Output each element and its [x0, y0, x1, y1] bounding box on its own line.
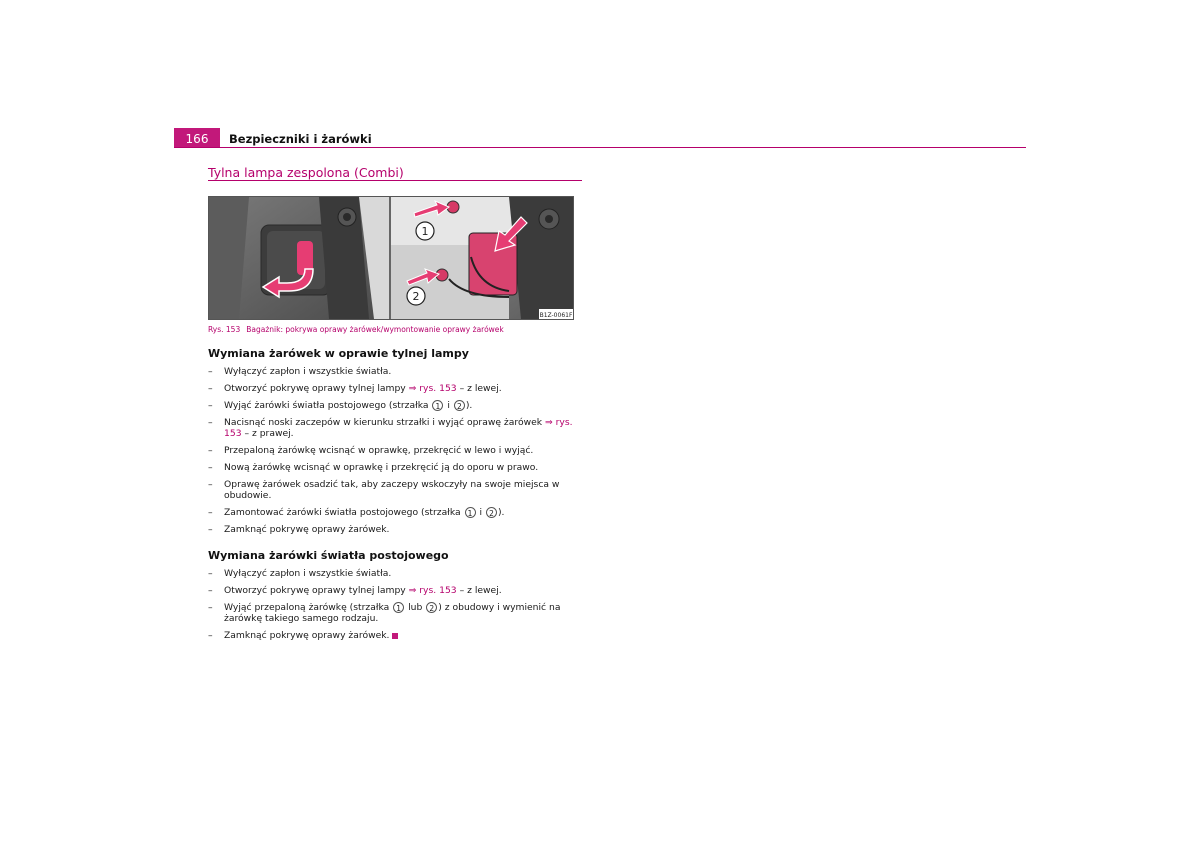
step-item: – Zamknąć pokrywę oprawy żarówek. [208, 524, 390, 535]
step-item: – Otworzyć pokrywę oprawy tylnej lampy ⇒ rys. 153 – z lewej. [208, 383, 502, 394]
circle-2-icon: 2 [454, 400, 465, 411]
circle-1-icon: 1 [432, 400, 443, 411]
chapter-title: Bezpieczniki i żarówki [229, 132, 372, 146]
caption-number: Rys. 153 [208, 325, 241, 334]
step-item: – Nową żarówkę wcisnąć w oprawkę i przekręcić ją do oporu w prawo. [208, 462, 539, 473]
caption-text: Bagażnik: pokrywa oprawy żarówek/wymontowanie oprawy żarówek [246, 325, 504, 334]
figure-svg [209, 197, 573, 319]
step-item: – Zamknąć pokrywę oprawy żarówek. [208, 630, 582, 641]
figure-reference-link[interactable]: ⇒ rys. 153 [408, 585, 457, 596]
steps-parking-bulb [208, 568, 582, 647]
circle-2-icon: 2 [486, 507, 497, 518]
step-item: – Oprawę żarówek osadzić tak, aby zaczepy wskoczyły na swoje miejsca w obudowie. [208, 479, 560, 501]
page-number: 166 [174, 128, 220, 148]
figure-reference-link[interactable]: ⇒ rys. 153 [408, 383, 457, 394]
figure-caption [208, 325, 504, 334]
marker-2-label: 2 [412, 290, 420, 303]
subheading-parking-bulb: Wymiana żarówki światła postojowego [208, 549, 449, 562]
left-panel [209, 197, 389, 319]
section-title: Tylna lampa zespolona (Combi) [208, 165, 404, 180]
marker-2-icon [407, 287, 425, 305]
subheading-rear-lamp: Wymiana żarówek w oprawie tylnej lampy [208, 347, 469, 360]
steps-rear-lamp [208, 366, 582, 541]
step-item: – Wyłączyć zapłon i wszystkie światła. [208, 366, 392, 377]
marker-1-label: 1 [421, 225, 429, 238]
step-item: – Przepaloną żarówkę wcisnąć w oprawkę, przekręcić w lewo i wyjąć. [208, 445, 534, 456]
section-rule [208, 180, 582, 181]
step-item: – Wyłączyć zapłon i wszystkie światła. [208, 568, 392, 579]
figure-reference-link[interactable]: ⇒ rys. 153 [224, 417, 573, 439]
figure-code: B1Z-0061F [539, 312, 573, 319]
circle-1-icon: 1 [465, 507, 476, 518]
step-item: – Wyjąć przepaloną żarówkę (strzałka 1 lub 2 ) z obudowy i wymienić na żarówkę takiego samego rodzaju. [208, 602, 561, 624]
step-item: – Otworzyć pokrywę oprawy tylnej lampy ⇒ rys. 153 – z lewej. [208, 585, 502, 596]
header-rule [174, 147, 1026, 148]
step-item: – Zamontować żarówki światła postojowego (strzałka 1 i 2 ). [208, 507, 505, 518]
step-item: – Wyjąć żarówki światła postojowego (strzałka 1 i 2 ). [208, 400, 473, 411]
end-of-section-icon [392, 633, 398, 639]
marker-1-icon [416, 222, 434, 240]
figure-illustration [208, 196, 574, 320]
step-item: – Nacisnąć noski zaczepów w kierunku strzałki i wyjąć oprawę żarówek ⇒ rys. 153 – z prawej. [208, 417, 573, 439]
circle-1-icon: 1 [393, 602, 404, 613]
circle-2-icon: 2 [426, 602, 437, 613]
